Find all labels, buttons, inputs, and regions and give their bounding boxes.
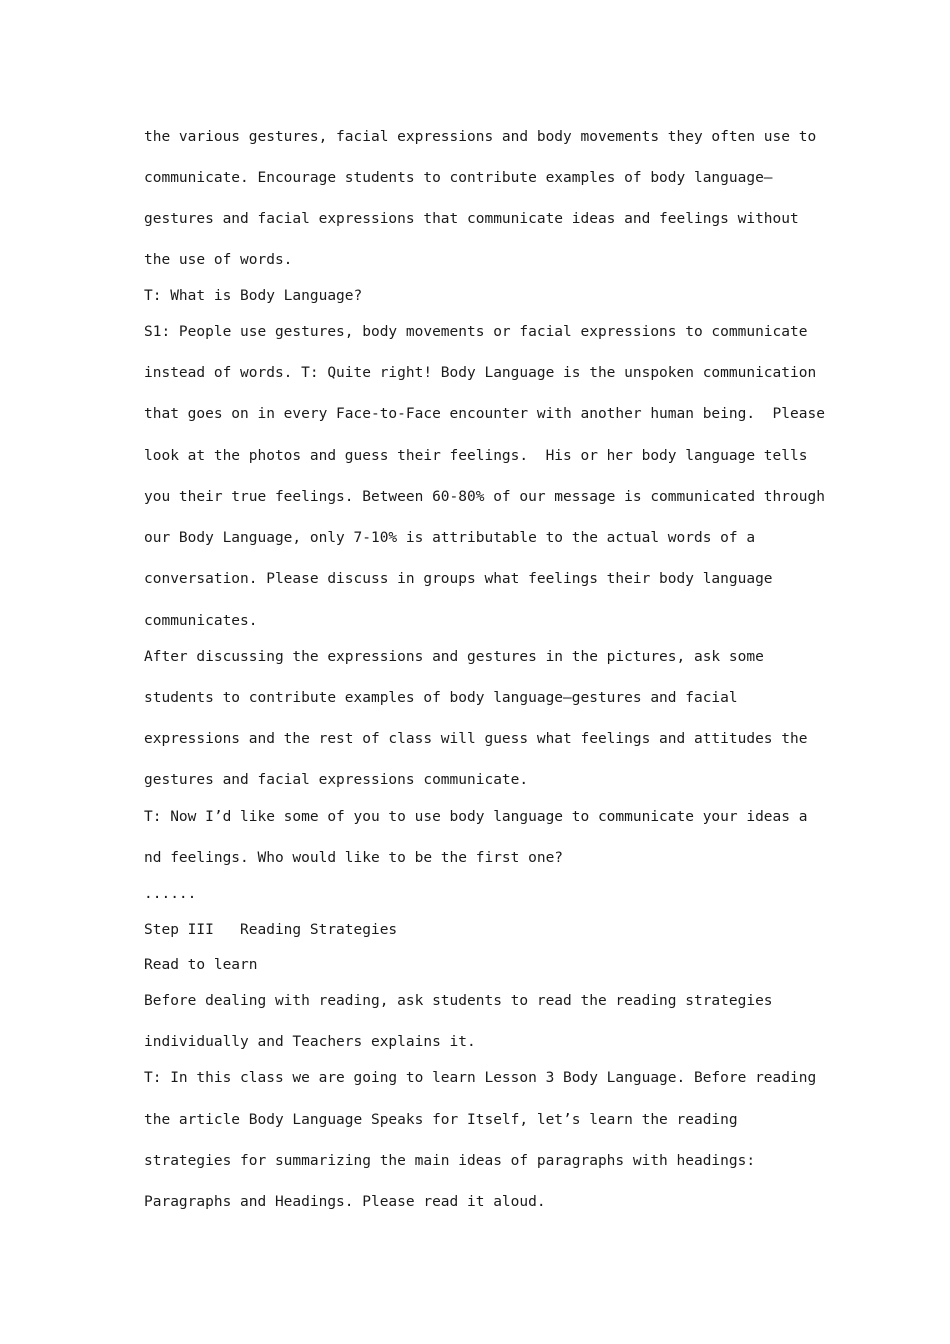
- text-line: the various gestures, facial expressions and body movements they often use to: [144, 129, 817, 145]
- text-line: nd feelings. Who would like to be the first one?: [144, 850, 564, 866]
- text-line: the article Body Language Speaks for Itself, let’s learn the reading: [144, 1112, 738, 1128]
- text-line: ......: [144, 886, 197, 902]
- text-line: gestures and facial expressions communicate.: [144, 772, 529, 788]
- text-line: individually and Teachers explains it.: [144, 1034, 476, 1050]
- text-line: you their true feelings. Between 60-80% of our message is communicated through: [144, 489, 825, 505]
- text-line: S1: People use gestures, body movements or facial expressions to communicate: [144, 324, 808, 340]
- text-line: conversation. Please discuss in groups what feelings their body language: [144, 571, 773, 587]
- text-line: Paragraphs and Headings. Please read it aloud.: [144, 1194, 546, 1210]
- text-line: look at the photos and guess their feelings. His or her body language tells: [144, 448, 808, 464]
- text-line: instead of words. T: Quite right! Body Language is the unspoken communication: [144, 365, 817, 381]
- text-line: Before dealing with reading, ask students to read the reading strategies: [144, 993, 773, 1009]
- subheading: Read to learn: [144, 957, 258, 973]
- section-heading: Step III Reading Strategies: [144, 922, 398, 938]
- text-line: gestures and facial expressions that communicate ideas and feelings without: [144, 211, 799, 227]
- text-line: T: What is Body Language?: [144, 288, 363, 304]
- text-line: expressions and the rest of class will guess what feelings and attitudes the: [144, 731, 808, 747]
- text-line: After discussing the expressions and gestures in the pictures, ask some: [144, 649, 764, 665]
- text-line: T: Now I’d like some of you to use body language to communicate your ideas a: [144, 809, 808, 825]
- text-line: that goes on in every Face-to-Face encounter with another human being. Please: [144, 406, 825, 422]
- text-line: communicate. Encourage students to contribute examples of body language—: [144, 170, 773, 186]
- text-line: the use of words.: [144, 252, 293, 268]
- text-line: our Body Language, only 7-10% is attributable to the actual words of a: [144, 530, 756, 546]
- text-line: students to contribute examples of body language—gestures and facial: [144, 690, 738, 706]
- text-line: communicates.: [144, 613, 258, 629]
- text-line: T: In this class we are going to learn Lesson 3 Body Language. Before reading: [144, 1070, 817, 1086]
- text-line: strategies for summarizing the main ideas of paragraphs with headings:: [144, 1153, 756, 1169]
